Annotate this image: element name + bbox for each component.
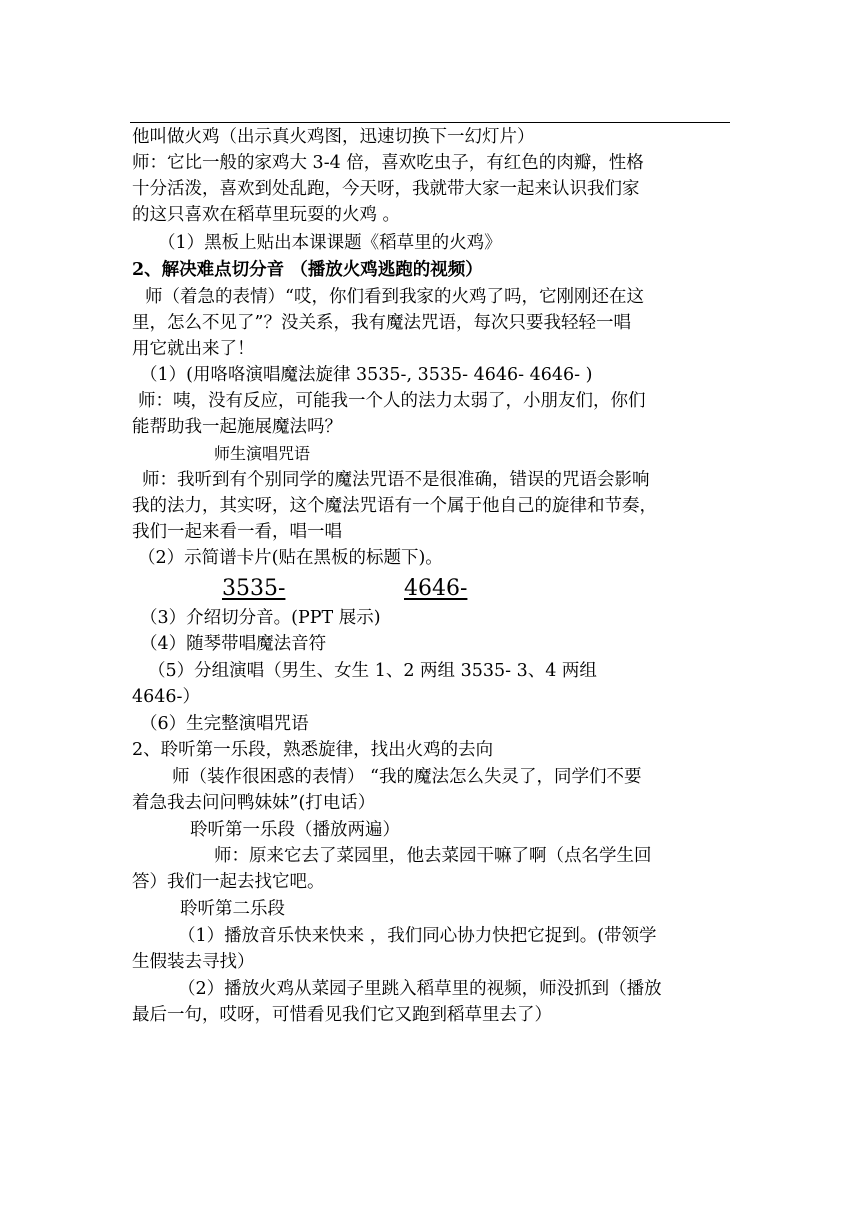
text-line: 他叫做火鸡（出示真火鸡图，迅速切换下一幻灯片） — [132, 127, 535, 147]
top-rule — [130, 122, 730, 123]
text-line: （2）示简谱卡片(贴在黑板的标题下)。 — [138, 548, 443, 568]
text-line: （4）随琴带唱魔法音符 — [140, 634, 327, 654]
text-line: 我们一起来看一看，唱一唱 — [132, 522, 342, 542]
text-line: 能帮助我一起施展魔法吗？ — [132, 417, 342, 437]
text-line: （2）播放火鸡从菜园子里跳入稻草里的视频，师没抓到（播放 — [178, 979, 662, 999]
text-line: 4646-） — [132, 687, 200, 707]
text-line: （3）介绍切分音。(PPT 展示) — [140, 608, 381, 628]
text-line: 师：我听到有个别同学的魔法咒语不是很准确，错误的咒语会影响 — [142, 470, 650, 490]
section-heading: 2、聆听第一乐段，熟悉旋律，找出火鸡的去向 — [132, 740, 494, 760]
text-line: 生假装去寻找） — [132, 952, 255, 972]
text-line: 师生演唱咒语 — [214, 444, 311, 463]
section-heading: 2、解决难点切分音 （播放火鸡逃跑的视频） — [132, 260, 483, 280]
text-line: 师：它比一般的家鸡大 3-4 倍，喜欢吃虫子，有红色的肉瓣，性格 — [132, 153, 644, 173]
text-line: 师：咦，没有反应，可能我一个人的法力太弱了，小朋友们，你们 — [138, 391, 646, 411]
text-line: 我的法力，其实呀，这个魔法咒语有一个属于他自己的旋律和节奏， — [132, 496, 657, 516]
text-line: 的这只喜欢在稻草里玩耍的火鸡 。 — [132, 205, 401, 225]
text-line: （1）黑板上贴出本课课题《稻草里的火鸡》 — [158, 233, 502, 253]
text-line: 用它就出来了！ — [132, 339, 255, 359]
text-line: 最后一句，哎呀，可惜看见我们它又跑到稻草里去了） — [132, 1005, 552, 1025]
text-line: 着急我去问问鸭妹妹”(打电话） — [132, 793, 376, 813]
notation-card-2: 4646- — [404, 576, 468, 601]
text-line: 里，怎么不见了”？没关系，我有魔法咒语，每次只要我轻轻一唱 — [132, 313, 631, 333]
text-line: 聆听第二乐段 — [180, 899, 285, 919]
text-line: 师：原来它去了菜园里，他去菜园干嘛了啊（点名学生回 — [214, 846, 652, 866]
text-line: 十分活泼，喜欢到处乱跑，今天呀，我就带大家一起来认识我们家 — [132, 179, 640, 199]
text-line: （1）播放音乐快来快来 ，我们同心协力快把它捉到。(带领学 — [178, 926, 657, 946]
text-line: 师（装作很困惑的表情） “我的魔法怎么失灵了，同学们不要 — [172, 767, 642, 787]
text-line: 答）我们一起去找它吧。 — [132, 872, 325, 892]
text-line: （6）生完整演唱咒语 — [140, 714, 309, 734]
notation-card-1: 3535- — [222, 576, 286, 601]
text-line: 聆听第一乐段（播放两遍） — [190, 820, 400, 840]
text-line: 师（着急的表情）“哎，你们看到我家的火鸡了吗，它刚刚还在这 — [145, 287, 644, 307]
text-line: （1）(用咯咯演唱魔法旋律 3535-, 3535- 4646- 4646- ) — [140, 365, 593, 385]
text-line: （5）分组演唱（男生、女生 1、2 两组 3535- 3、4 两组 — [148, 661, 597, 681]
